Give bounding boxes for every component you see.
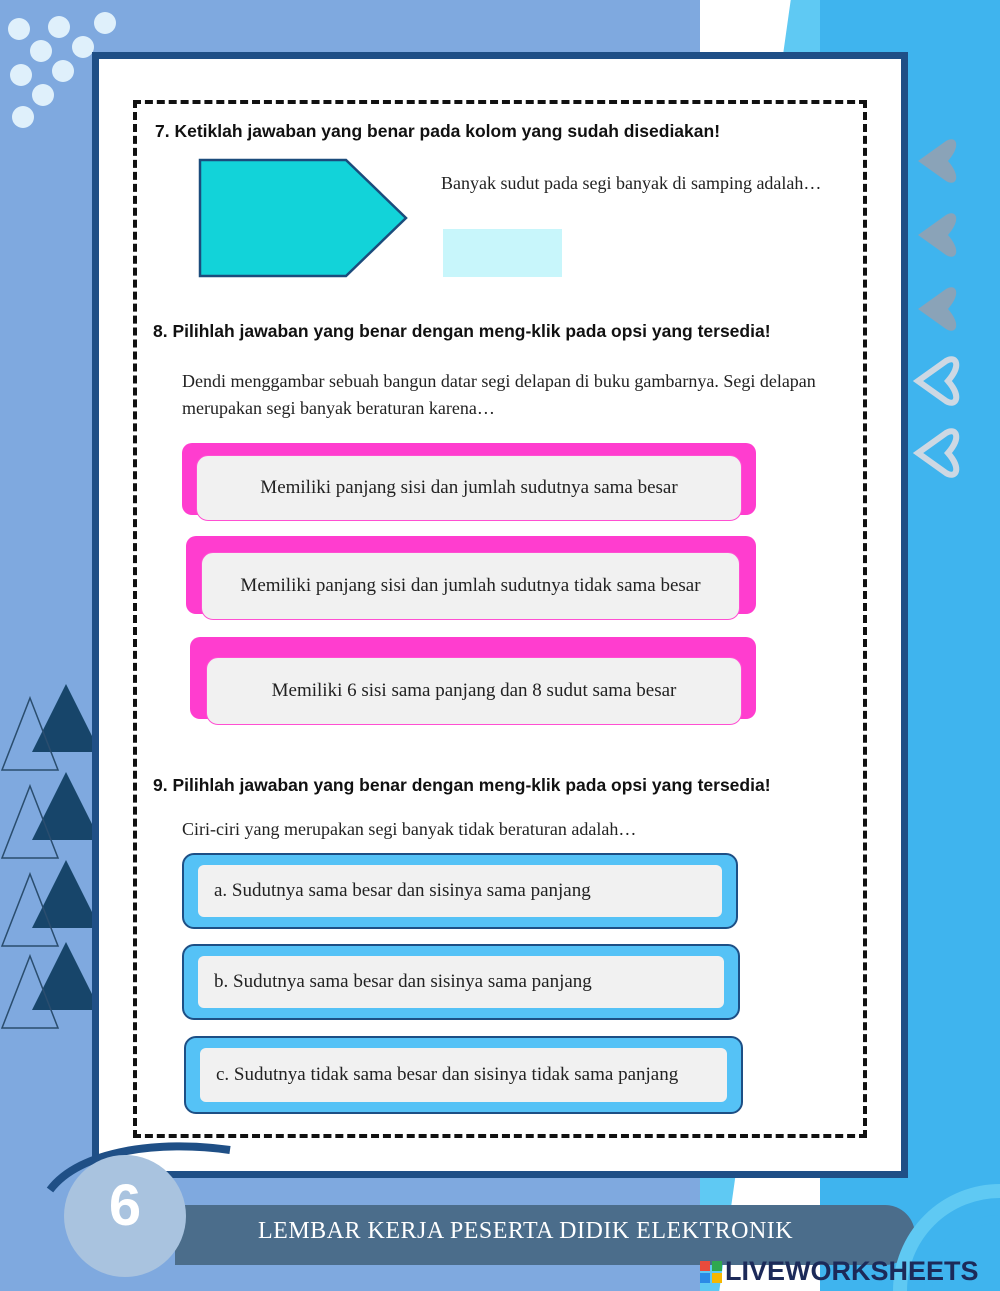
option-b-button[interactable] [182, 944, 740, 1020]
hearts-decoration [912, 135, 972, 495]
heart-icon [918, 287, 956, 331]
liveworksheets-brand [700, 1256, 979, 1287]
triangle-icon [2, 772, 100, 858]
question-9-text: Ciri-ciri yang merupakan segi banyak tidak beraturan adalah… [182, 819, 637, 839]
option-label: a. Sudutnya sama besar dan sisinya sama panjang [198, 865, 722, 917]
question-8-text: Dendi menggambar sebuah bangun datar segi delapan di buku gambarnya. Segi delapan merupakan segi banyak beraturan karena… [182, 371, 816, 418]
question-7-title: 7. Ketiklah jawaban yang benar pada kolom yang sudah disediakan! [155, 121, 721, 141]
option-label: Memiliki 6 sisi sama panjang dan 8 sudut sama besar [206, 657, 742, 725]
option-label: Memiliki panjang sisi dan jumlah sudutnya sama besar [196, 455, 742, 521]
triangle-icon [2, 942, 100, 1028]
option-label: c. Sudutnya tidak sama besar dan sisinya tidak sama panjang [200, 1048, 727, 1102]
heart-outline-icon [918, 359, 956, 403]
triangle-icon [2, 684, 100, 770]
answer-input[interactable] [443, 229, 562, 277]
triangle-icon [2, 860, 100, 946]
heart-icon [918, 213, 956, 257]
heart-outline-icon [918, 431, 956, 475]
option-button[interactable] [190, 637, 756, 727]
option-button[interactable] [182, 443, 756, 523]
question-7-text: Banyak sudut pada segi banyak di samping adalah… [441, 173, 822, 193]
page-number: 6 [108, 1173, 142, 1238]
brand-text: LIVEWORKSHEETS [725, 1256, 979, 1286]
footer-title: LEMBAR KERJA PESERTA DIDIK ELEKTRONIK [258, 1218, 794, 1244]
heart-icon [918, 139, 956, 183]
option-c-button[interactable] [184, 1036, 743, 1114]
option-label: Memiliki panjang sisi dan jumlah sudutnya tidak sama besar [201, 552, 740, 620]
question-8-title: 8. Pilihlah jawaban yang benar dengan meng-klik pada opsi yang tersedia! [153, 321, 771, 341]
liveworksheets-logo-icon [700, 1261, 722, 1283]
triangles-decoration [0, 680, 100, 1040]
option-label: b. Sudutnya sama besar dan sisinya sama panjang [198, 956, 724, 1008]
option-button[interactable] [186, 536, 756, 622]
option-a-button[interactable] [182, 853, 738, 929]
question-9-title: 9. Pilihlah jawaban yang benar dengan meng-klik pada opsi yang tersedia! [153, 775, 771, 795]
pentagon-shape [198, 158, 410, 280]
